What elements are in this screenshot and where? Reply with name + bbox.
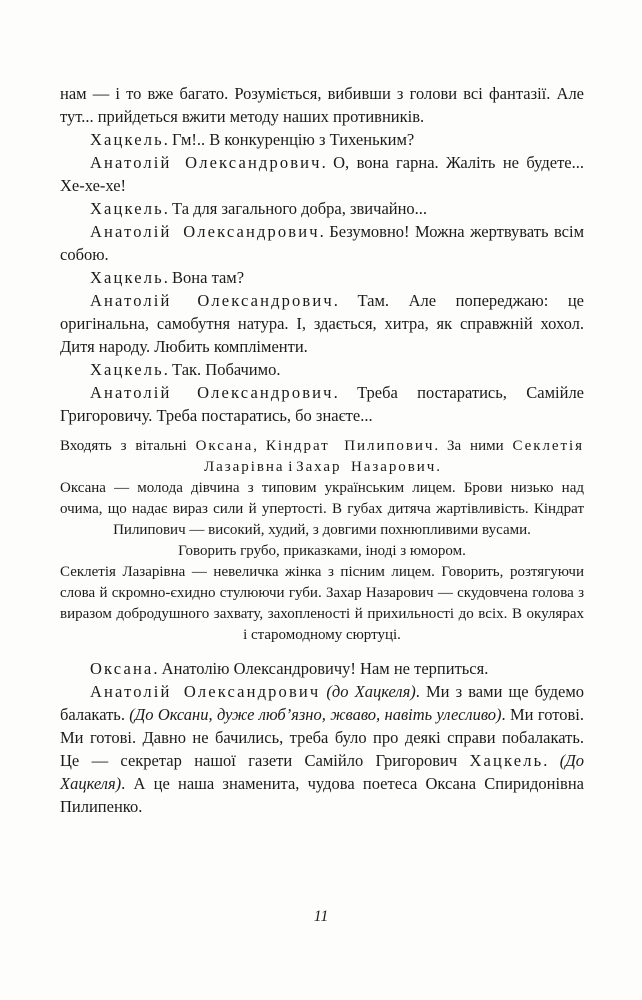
character-name: Анатолій Олександрович [90,682,321,701]
character-name: Оксана [195,438,254,454]
stage-direction [60,541,584,562]
text-run: . Треба постаратись, Самійле Григоровичу. Треба постаратись, бо знаєте... [60,383,584,425]
text-run: Говорить грубо, приказками, іноді з юмором. [178,543,466,559]
paragraph [60,289,584,358]
text-run: . Там. Але попереджаю: це оригінальна, самобутня натура. І, здається, хитра, як справжній хохол. Дитя народу. Любить компліменти. [60,291,584,356]
paragraph [60,680,584,818]
text-run: . Вона там? [163,268,245,287]
text-block [60,82,584,818]
stage-direction [60,562,584,646]
character-name: Кіндрат Пилипович [265,438,435,454]
stage-direction [60,478,584,541]
text-run: . Ми з вами ще будемо балакать. [60,682,585,724]
text-run: Входять з вітальні [60,438,196,454]
paragraph [60,128,584,151]
character-name: Хацкель [90,268,164,287]
stage-direction [60,436,584,478]
inline-stage-direction: (До Оксани, дуже люб’язно, жваво, навіть улесливо) [129,705,502,724]
text-run: Оксана — молода дівчина з типовим українським лицем. Брови низько над очима, що надає вираз сили й упертості. В губах дитяча жартівливість. Кіндрат Пилипович — високий, худий, з довгими похнюпливими вусами. [60,480,584,538]
text-run: . Та для загального добра, звичайно... [163,199,428,218]
character-name: Хацкель [90,199,164,218]
text-run: . Анатолію Олександровичу! Нам не терпиться. [153,659,489,678]
character-name: Анатолій Олександрович [90,291,334,310]
text-run: Секлетія Лазарівна — невеличка жінка з пісним лицем. Говорить, розтягуючи слова й скромно-єхидно стулюючи губи. Захар Назарович — скудовчена голова з виразом добродушного захвату, захопленості й прихильності до всіх. В окулярах і старомодному сюртуці. [60,564,584,643]
character-name: Секлетія Лазарівна [204,438,585,475]
text-run: і [284,459,297,475]
paragraph [60,657,584,680]
paragraph [60,220,584,266]
paragraph [60,197,584,220]
inline-stage-direction: (До Хацкеля) [60,751,584,793]
text-run: . Так. Побачимо. [163,360,281,379]
character-name: Хацкель [469,751,544,770]
paragraph [60,151,584,197]
character-name: Анатолій Олександрович [90,222,320,241]
character-name: Оксана [90,659,154,678]
character-name: Захар Назарович [296,459,437,475]
character-name: Анатолій Олександрович [90,153,322,172]
paragraph [60,82,584,128]
paragraph [60,358,584,381]
text-run: . За ними [434,438,513,454]
text-run: . Гм!.. В конкуренцію з Тихеньким? [163,130,415,149]
character-name: Анатолій Олександрович [90,383,334,402]
text-run: . О, вона гарна. Жаліть не будете... Хе-хе-хе! [60,153,585,195]
text-run: . Безумовно! Можна жертвувать всім собою. [60,222,585,264]
character-name: Хацкель [90,130,164,149]
text-run: нам — і то вже багато. Розуміється, вибивши з голови всі фантазії. Але тут... прийдеться вжити методу наших противників. [60,84,584,126]
inline-stage-direction: (до Хацкеля) [326,682,416,701]
text-run: . А це наша знаменита, чудова поетеса Оксана Спиридонівна Пилипенко. [60,774,584,816]
page-number: 11 [313,908,329,925]
paragraph [60,266,584,289]
character-name: Хацкель [90,360,164,379]
paragraph [60,381,584,427]
text-run: . [543,751,560,770]
text-run: . Ми готові. Ми готові. Давно не бачились, треба було про деякі справи побалакать. Це — секретар нашої газети Самійло Григорович [60,705,584,770]
text-run: , [253,438,266,454]
text-run: . [436,459,440,475]
